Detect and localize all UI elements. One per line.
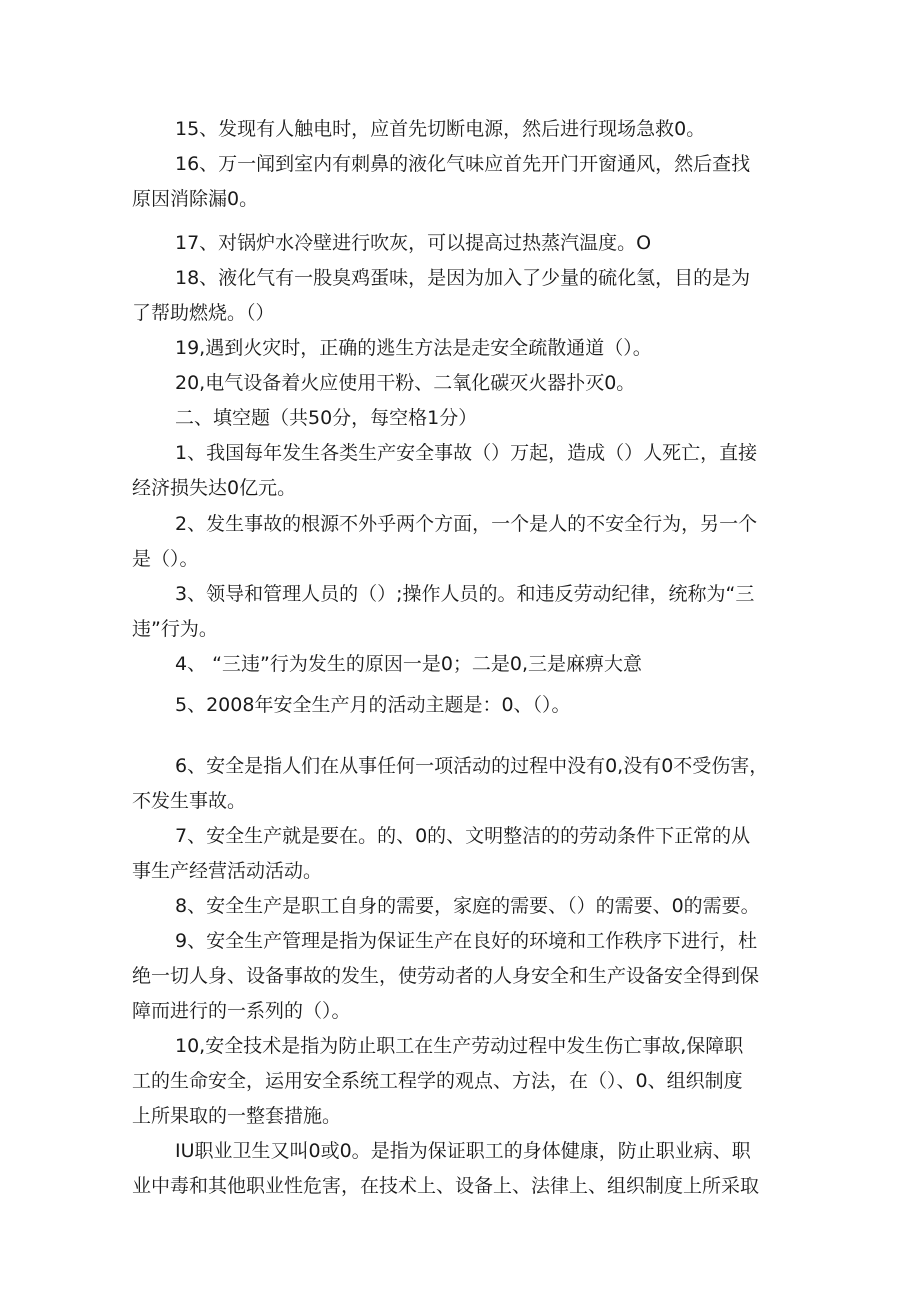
fill-9-line-3: 障而进行的一系列的（）。 bbox=[132, 1000, 351, 1022]
fill-11-line-2: 业中毒和其他职业性危害，在技术上、设备上、法律上、组织制度上所采取 bbox=[132, 1175, 760, 1197]
fill-10-line-2: 工的生命安全，运用安全系统工程学的观点、方法，在（）、0、组织制度 bbox=[132, 1070, 743, 1092]
fill-10-line-1: 10,安全技术是指为防止职工在生产劳动过程中发生伤亡事故,保障职 bbox=[175, 1035, 744, 1057]
fill-1-line-1: 1、我国每年发生各类生产安全事故（）万起，造成（）人死亡，直接 bbox=[175, 442, 758, 464]
item-17-line-1: 17、对锅炉水冷壁进行吹灰，可以提高过热蒸汽温度。O bbox=[175, 232, 652, 254]
fill-7-line-2: 事生产经营活动活动。 bbox=[132, 860, 323, 882]
item-16-line-1: 16、万一闻到室内有刺鼻的液化气味应首先开门开窗通风，然后查找 bbox=[175, 153, 751, 175]
fill-10-line-3: 上所果取的一整套措施。 bbox=[132, 1105, 342, 1127]
item-18-line-2: 了帮助燃烧。（） bbox=[132, 302, 275, 324]
fill-9-line-1: 9、安全生产管理是指为保证生产在良好的环境和工作秩序下进行，杜 bbox=[175, 930, 758, 952]
fill-7-line-1: 7、安全生产就是要在。的、0的、文明整洁的的劳动条件下正常的从 bbox=[175, 825, 751, 847]
item-20-line-1: 20,电气设备着火应使用干粉、二氧化碳灭火器扑灭0。 bbox=[175, 372, 636, 394]
fill-6-line-1: 6、安全是指人们在从事任何一项活动的过程中没有0,没有0不受伤害， bbox=[175, 755, 769, 777]
fill-4-line-1: 4、 “三违”行为发生的原因一是0；二是0,三是麻痹大意 bbox=[175, 653, 643, 675]
fill-9-line-2: 绝一切人身、设备事故的发生，使劳动者的人身安全和生产设备安全得到保 bbox=[132, 965, 760, 987]
fill-2-line-2: 是（）。 bbox=[132, 548, 199, 570]
fill-3-line-1: 3、领导和管理人员的（）;操作人员的。和违反劳动纪律，统称为“三 bbox=[175, 583, 755, 605]
fill-3-line-2: 违”行为。 bbox=[132, 618, 218, 640]
fill-1-line-2: 经济损失达0亿元。 bbox=[132, 477, 297, 499]
fill-2-line-1: 2、发生事故的根源不外乎两个方面，一个是人的不安全行为，另一个 bbox=[175, 513, 758, 535]
fill-11-line-1: IU职业卫生又叫0或0。是指为保证职工的身体健康，防止职业病、职 bbox=[175, 1140, 751, 1162]
fill-6-line-2: 不发生事故。 bbox=[132, 790, 247, 812]
fill-8-line-1: 8、安全生产是职工自身的需要，家庭的需要、（）的需要、0的需要。 bbox=[175, 895, 760, 917]
section-heading-fill-in: 二、填空题（共50分，每空格1分） bbox=[175, 407, 478, 429]
item-15-line-1: 15、发现有人触电时，应首先切断电源，然后进行现场急救0。 bbox=[175, 118, 706, 140]
fill-5-line-1: 5、2008年安全生产月的活动主题是：0、（）。 bbox=[175, 694, 571, 716]
item-19-line-1: 19,遇到火灾时，正确的逃生方法是走安全疏散通道（）。 bbox=[175, 337, 652, 359]
item-18-line-1: 18、液化气有一股臭鸡蛋味，是因为加入了少量的硫化氢，目的是为 bbox=[175, 267, 751, 289]
item-16-line-2: 原因消除漏0。 bbox=[132, 188, 259, 210]
